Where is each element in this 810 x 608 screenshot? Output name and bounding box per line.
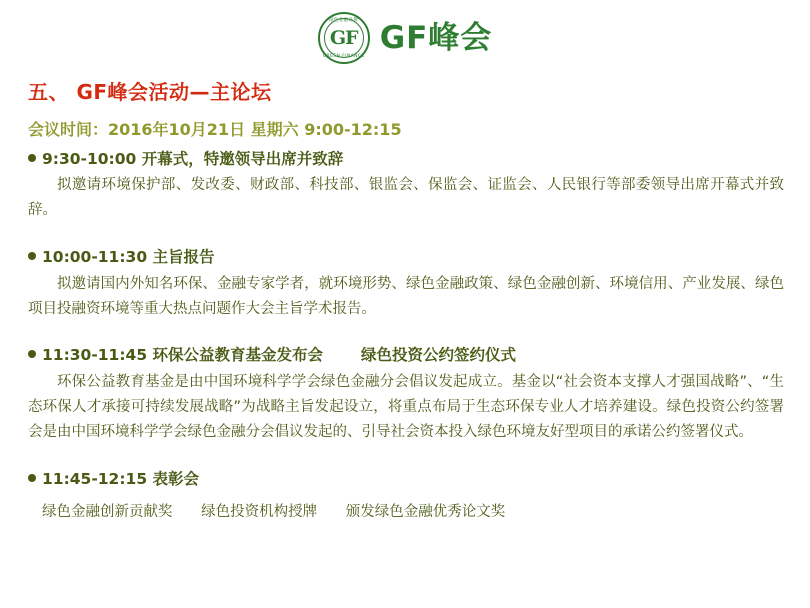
agenda-item (28, 244, 784, 321)
agenda-time-title: 11:45-12:15 表彰会 (42, 469, 200, 488)
spacer (28, 223, 784, 240)
agenda-body: 拟邀请环境保护部、发改委、财政部、科技部、银监会、保监会、证监会、人民银行等部委领导出席开幕式并致辞。 (28, 177, 784, 219)
seal-arc-bottom-text: GREEN FINANCE (322, 54, 365, 59)
bullet-icon (28, 154, 36, 162)
agenda-heading (28, 146, 784, 172)
brand-title: GF峰会 (379, 19, 493, 56)
agenda-heading (28, 342, 784, 368)
bullet-icon (28, 474, 36, 482)
seal-arc-top-text: 绿色金融品牌 (328, 18, 359, 23)
agenda-item (28, 146, 784, 223)
agenda-heading (28, 466, 784, 492)
page-title: 五、 GF峰会活动—主论坛 (28, 80, 272, 104)
agenda-extra-title: 绿色投资公约签约仪式 (361, 346, 517, 365)
bullet-icon (28, 252, 36, 260)
agenda-body: 环保公益教育基金是由中国环境科学学会绿色金融分会倡议发起成立。基金以“社会资本支撑人才强国战略”、“生态环保人才承接可持续发展战略”为战略主旨发起设立，将重点布局于生态环保专业人才培养建设。绿色投资公约签署会是由中国环境科学学会绿色金融分会倡议发起的、引导社会资本投入绿色环境友好型项目的承诺公约签署仪式。 (28, 373, 784, 440)
spacer (28, 445, 784, 462)
gf-seal-icon (318, 12, 370, 64)
agenda-item (28, 342, 784, 444)
award-item: 绿色金融创新贡献奖 (42, 503, 173, 520)
bullet-icon (28, 350, 36, 358)
agenda-item (28, 466, 784, 525)
award-item: 绿色投资机构授牌 (201, 503, 318, 520)
agenda-body: 拟邀请国内外知名环保、金融专家学者，就环境形势、绿色金融政策、绿色金融创新、环境信用、产业发展、绿色项目投融资环境等重大热点问题作大会主旨学术报告。 (28, 275, 784, 317)
agenda-heading (28, 244, 784, 270)
agenda-list (0, 146, 810, 525)
seal-initials: GF (329, 27, 358, 49)
awards-list (28, 500, 784, 525)
agenda-time-title: 10:00-11:30 主旨报告 (42, 248, 215, 267)
logo-header (0, 0, 810, 70)
meeting-time: 会议时间：2016年10月21日 星期六 9:00-12:15 (28, 120, 402, 139)
spacer (28, 321, 784, 338)
agenda-time-title: 11:30-11:45 环保公益教育基金发布会 (42, 346, 324, 365)
agenda-time-title: 9:30-10:00 开幕式，特邀领导出席并致辞 (42, 150, 344, 168)
award-item: 颁发绿色金融优秀论文奖 (345, 503, 506, 520)
